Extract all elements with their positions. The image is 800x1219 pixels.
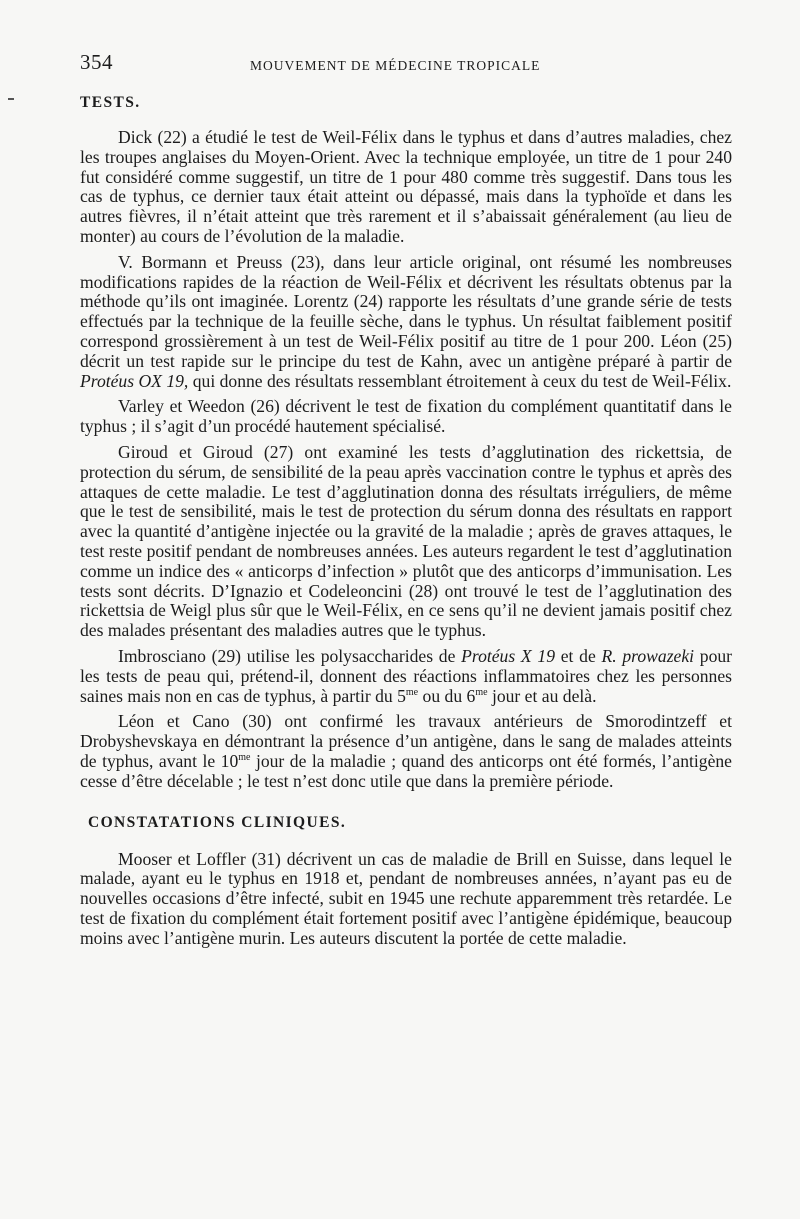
paragraph-text: Giroud et Giroud (27) ont examiné les tests d’agglutination des rickettsia, de protection du sérum, de sensibilité de la peau après vaccination contre le typhus et après des attaques de cette maladie. Le test d’agglutination donna des résultats irréguliers, de même que le test de sensibilité, mais le test de protection du sérum donna des résultats en rapport avec la quantité d’antigène injectée ou la gravité de la maladie ; après de graves attaques, le test reste positif pendant de nombreuses années. Les auteurs regardent le test d’agglutination comme un indice des « anticorps d’infection » plutôt que des anticorps d’immunisation. Les tests sont décrits. D’Ignazio et Codeleoncini (28) ont trouvé le test de l’agglutination des rickettsia de Weigl plus sûr que le Weil-Félix, en ce sens qu’il ne devient jamais positif chez des malades présentant des maladies autres que le typhus. (80, 441, 732, 641)
superscript: me (238, 752, 251, 764)
paragraph-text: V. Bormann et Preuss (23), dans leur article original, ont résumé les nombreuses modifications rapides de la réaction de Weil-Félix et décrivent les résultats obtenus par la méthode qu’ils ont imaginée. Lorentz (24) rapporte les résultats d’une grande série de tests effectués par la technique de la feuille sèche, dans le typhus. Un résultat faiblement positif correspond grossièrement à un test de Weil-Félix positif au titre de 1 pour 200. Léon (25) décrit un test rapide sur le principe du test de Kahn, avec un antigène préparé à partir de (80, 251, 732, 371)
section-heading-tests: TESTS. (80, 94, 141, 111)
paragraph-text: Imbrosciano (29) utilise les polysaccharides de (118, 645, 456, 666)
italic-term: Protéus X 19 (461, 645, 555, 666)
paragraph-leon-cano (80, 712, 732, 791)
paragraph-text: jour de la maladie ; quand des anticorps ont été formés, l’antigène cesse d’être décelable ; le test n’est donc utile que dans la première période. (80, 750, 732, 791)
margin-mark (8, 98, 14, 100)
paragraph-text: Mooser et Loffler (31) décrivent un cas de maladie de Brill en Suisse, dans lequel le malade, ayant eu le typhus en 1918 et, pendant de nombreuses années, n’ayant pas eu de nouvelles occasions d’être infecté, subit en 1945 une rechute apparemment très retardée. Le test de fixation du complément était fortement positif avec l’antigène épidémique, beaucoup moins avec l’antigène murin. Les auteurs discutent la portée de cette maladie. (80, 848, 732, 948)
paragraph-mooser (80, 850, 732, 949)
paragraph-text: qui donne des résultats ressemblant étroitement à ceux du test de Weil-Félix. (192, 370, 732, 391)
paragraph-text: pour les tests de peau qui, prétend-il, donnent des réactions inflammatoires chez les personnes saines mais non en cas de typhus, à partir du 5 (80, 645, 733, 706)
paragraph-text: et de (560, 645, 596, 666)
paragraph-dick (80, 128, 732, 247)
paragraph-bormann (80, 253, 732, 392)
paragraph-text: Dick (22) a étudié le test de Weil-Félix dans le typhus et dans d’autres maladies, chez les troupes anglaises du Moyen-Orient. Avec la technique employée, un titre de 1 pour 240 fut considéré comme suggestif, un titre de 1 pour 480 comme très suggestif. Dans tous les cas de typhus, ce dernier taux était atteint ou dépassé, mais dans la typhoïde et dans les autres fièvres, il n’était atteint que très rarement et il s’abaissait généralement (au lieu de monter) au cours de l’évolution de la maladie. (80, 127, 732, 246)
superscript: me (405, 686, 419, 698)
superscript: me (475, 686, 488, 698)
paragraph-text: jour et au delà. (491, 685, 597, 706)
page-number: 354 (80, 50, 113, 74)
paragraph-text: Varley et Weedon (26) décrivent le test de fixation du complément quantitatif dans le typhus ; il s’agit d’un procédé hautement spécialisé. (80, 396, 732, 437)
italic-term: Protéus OX 19, (80, 370, 189, 391)
paragraph-text: Léon et Cano (30) ont confirmé les travaux antérieurs de Smorodintzeff et Drobyshevskaya en démontrant la présence d’un antigène, dans le sang de malades atteints de typhus, avant le 10 (80, 711, 732, 771)
italic-term: R. prowazeki (601, 645, 695, 666)
section-heading-clinical: CONSTATATIONS CLINIQUES. (88, 813, 347, 831)
page-header (80, 48, 732, 74)
paragraph-imbrosciano (80, 647, 732, 706)
running-title: MOUVEMENT DE MÉDECINE TROPICALE (250, 58, 541, 73)
paragraph-giroud (80, 443, 732, 641)
document-page (80, 48, 732, 954)
paragraph-text: ou du 6 (422, 685, 476, 706)
paragraph-varley (80, 397, 732, 437)
